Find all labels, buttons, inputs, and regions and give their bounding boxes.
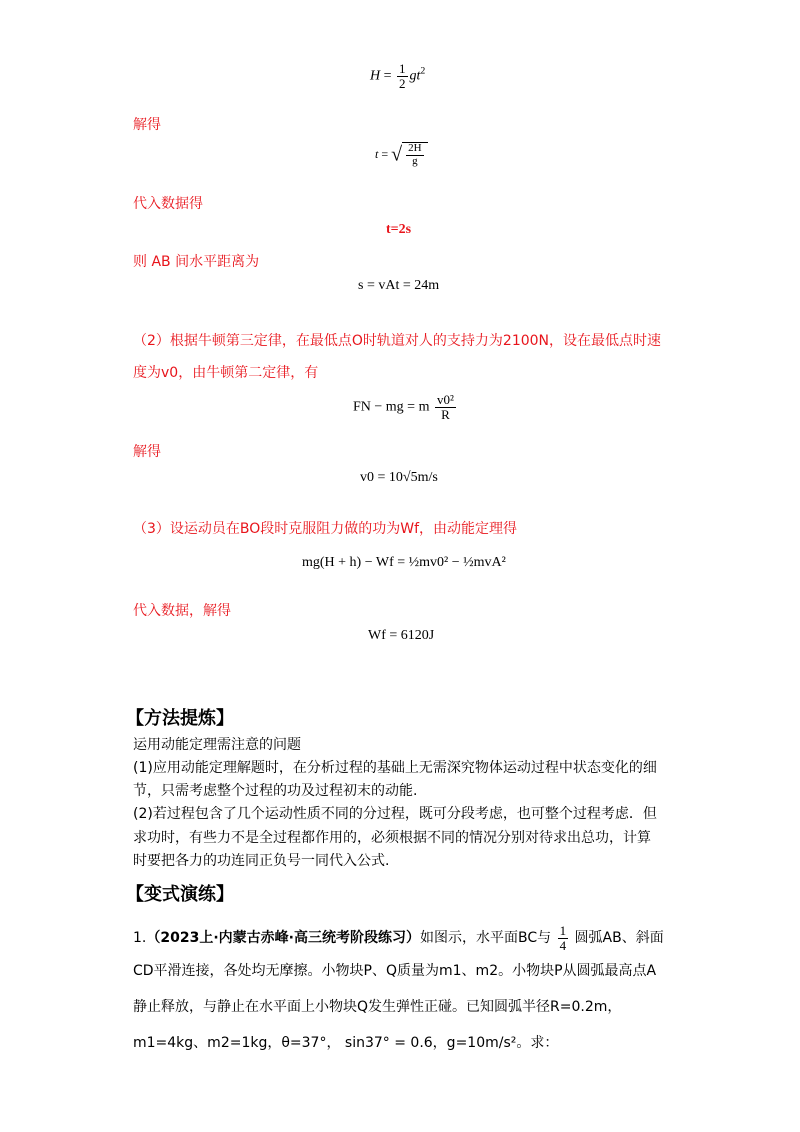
method-intro: 运用动能定理需注意的问题 bbox=[133, 737, 301, 753]
question-source: （2023上·内蒙古赤峰·高三统考阶段练习） bbox=[146, 930, 420, 947]
method-title: 【方法提炼】 bbox=[126, 708, 234, 729]
text-daishu-2: 代入数据，解得 bbox=[133, 603, 231, 619]
method-p1-line1: (1)应用动能定理解题时，在分析过程的基础上无需深究物体运动过程中状态变化的细 bbox=[133, 760, 657, 776]
method-p1-line2: 节，只需考虑整个过程的功及过程初末的动能. bbox=[133, 783, 418, 799]
method-p2-line3: 时要把各力的功连同正负号一同代入公式. bbox=[133, 853, 390, 869]
equation-free-fall: H = $\frac{1}{2}$ $gt^2$ bbox=[370, 61, 426, 91]
method-p2-line2: 求功时，有些力不是全过程都作用的，必须根据不同的情况分别对待求出总功，计算 bbox=[133, 830, 651, 846]
text-ab-distance: 则 AB 间水平距离为 bbox=[133, 254, 260, 270]
question-line1: 1.（2023上·内蒙古赤峰·高三统考阶段练习）如图示，水平面BC与 $\frac{1}{4}$ 圆弧AB、斜面 bbox=[133, 923, 664, 953]
text-jiede-2: 解得 bbox=[133, 444, 161, 460]
text-part2-line1: （2）根据牛顿第三定律，在最低点O时轨道对人的支持力为2100N，设在最低点时速 bbox=[133, 333, 662, 349]
result-time: t=2s bbox=[386, 222, 412, 237]
question-line3: 静止释放，与静止在水平面上小物块Q发生弹性正碰。已知圆弧半径R=0.2m， bbox=[133, 999, 622, 1015]
text-daishu-1: 代入数据得 bbox=[133, 196, 203, 212]
equation-work: Wf = 6120J bbox=[368, 628, 435, 643]
equation-energy: mg(H + h) − Wf = ½mv0² − ½mvA² bbox=[302, 555, 506, 570]
equation-newton: FN − mg = m $\frac{\text{v0²}}{R}$ bbox=[353, 392, 454, 422]
question-line2: CD平滑连接，各处均无摩擦。小物块P、Q质量为m1、m2。小物块P从圆弧最高点A bbox=[133, 963, 657, 979]
equation-time: t = √ $\frac{2H}{g}$ bbox=[375, 142, 428, 167]
question-line4: m1=4kg、m2=1kg，θ=37°， sin37° = 0.6，g=10m/s²。求： bbox=[133, 1035, 559, 1051]
equation-distance: s = vAt = 24m bbox=[358, 278, 440, 293]
method-p2-line1: (2)若过程包含了几个运动性质不同的分过程，既可分段考虑，也可整个过程考虑．但 bbox=[133, 806, 657, 822]
practice-title: 【变式演练】 bbox=[126, 884, 234, 905]
text-part3-line: （3）设运动员在BO段时克服阻力做的功为Wf，由动能定理得 bbox=[133, 521, 518, 537]
equation-velocity: v0 = 10√5m/s bbox=[360, 470, 438, 485]
fraction-one-half: $\frac{1}{2}$ bbox=[399, 61, 406, 91]
text-jiede-1: 解得 bbox=[133, 117, 161, 133]
text-part2-line2: 度为v0，由牛顿第二定律，有 bbox=[133, 365, 319, 381]
question-number: 1. bbox=[133, 930, 147, 947]
